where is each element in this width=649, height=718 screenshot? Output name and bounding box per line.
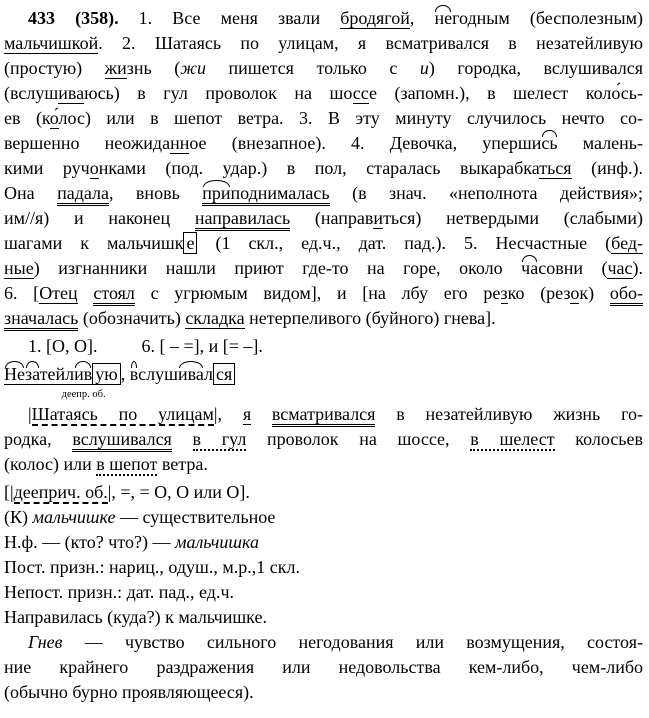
syntax-line-1 [4,389,643,427]
text-segment: в шепот [96,454,158,474]
text-segment: не [434,8,453,28]
text-segment: падала [57,183,109,206]
text-segment: . 2. Шатаясь по улицам, я всматривался в незатейливую [98,33,643,53]
text-segment: малень- [557,133,643,153]
text-segment: мальчишкой [4,33,99,53]
text-segment: дееприч. об. [13,482,108,502]
text-segment: (1 скл., ед.ч., дат. пад.). 5. Несчастные ( [197,233,612,253]
exercise-line-9 [4,206,643,231]
annotation-label: деепр. об. [61,389,106,400]
text-segment: в гул [192,429,247,449]
text-segment: , [409,8,435,28]
text-segment: Отец [39,283,78,303]
text-segment: , [120,364,130,384]
text-segment: значалась [4,308,78,331]
text-segment: сь [541,133,558,153]
text-segment: бродягой [340,8,410,28]
text-segment: ив [74,364,93,384]
text-segment: и [419,58,429,78]
text-segment: | [28,404,32,424]
text-segment: (обозначить) [78,308,186,328]
morphology-line-5 [4,605,643,630]
exercise-line-4 [4,81,643,106]
exercise-number: 433 (358). [28,8,119,28]
scheme-1: 1. [О, О]. [28,336,98,356]
exercise-line-10 [4,231,643,256]
text-segment: им//я) и наконец [4,208,195,228]
exercise-line-11 [4,256,643,281]
text-segment: ива [58,83,85,103]
text-segment: проволок на шоссе, [246,429,471,449]
text-segment: я [242,404,252,424]
text-segment: лос) или в шепот ветра. 3. В эту минуту случилось нечто со- [58,108,643,128]
morpheme-analysis [4,362,643,387]
text-segment: (К) [4,507,33,527]
morphology-line-3 [4,555,643,580]
definition-line-3 [4,680,643,705]
text-segment: годным (бесполезным) [452,8,643,28]
text-segment: обо- [610,283,643,306]
text-segment: о [89,158,99,178]
text-segment: мальчишка [174,532,259,552]
text-segment: л [204,364,213,384]
text-segment: ветра. [157,454,208,474]
text-segment: ться) нетвердыми (слабыми) [383,208,644,228]
text-segment: Направилась (куда?) к мальчишке. [4,607,267,627]
text-segment: шагами к мальчишк [4,233,184,253]
text-segment [78,283,94,303]
text-segment: |, [213,404,243,424]
definition-line-1 [4,630,643,655]
text-segment: поднималась [231,183,330,206]
text-segment: час [607,258,633,278]
exercise-line-8 [4,181,643,206]
exercise-line-6 [4,131,643,156]
text-segment: , вновь [108,183,203,203]
text-segment: — чувство сильного негодования или возмущения, состоя- [62,632,643,652]
text-segment: о [570,283,580,303]
text-segment: Она [4,183,58,203]
text-segment: и [373,208,384,228]
text-segment: о́ [49,108,59,128]
exercise-line-12 [4,281,643,306]
text-segment [172,429,193,449]
text-segment: ко (рез [507,283,571,303]
morphology-line-4 [4,580,643,605]
morphology-line-1 [4,505,643,530]
text-segment: (простую) [4,58,105,78]
text-segment: нн [170,133,190,153]
text-segment: знь ( [126,58,181,78]
text-segment: складка [185,308,245,328]
participial-phrase: Шатаясь по улицам деепр. об. [31,389,214,424]
syntax-line-2 [4,427,643,452]
definition-line-2 [4,655,643,680]
text-segment: колосьев [554,429,644,449]
text-segment: всматривался [272,404,376,427]
text-segment: направилась [195,208,290,231]
text-segment: тейл [39,364,75,384]
text-segment: к) [579,283,610,303]
text-segment: с угрюмым видом], и [на лбу его ре [134,283,501,303]
sentence-schemes [4,334,643,359]
text-segment: нками (под. удар.) в пол, старалась выкарабка [98,158,540,178]
text-segment: ться [539,158,572,178]
text-segment: ) городка, вслушивался [428,58,643,78]
exercise-line-5 [4,106,643,131]
text-segment: — существительное [115,507,276,527]
text-segment: Н.ф. — (кто? что?) — [4,532,175,552]
text-segment: (вслуш [4,83,59,103]
exercise-line-7 [4,156,643,181]
exercise-line-3 [4,56,643,81]
text-segment: [| [4,482,14,502]
text-segment: ое (внезапное). 4. Девочка, уперши [189,133,542,153]
text-segment: ива [177,364,205,384]
text-segment: стоял [93,283,135,306]
text-segment: при [202,183,230,206]
exercise-line-2 [4,31,643,56]
defined-word: Гнев [28,632,63,652]
text-segment: |, =, = О, О или О]. [107,482,250,502]
text-segment: юсь) в гул проволок на шо [84,83,353,103]
text-segment: ся [213,363,235,385]
text-segment: ние крайнего раздражения или недовольства кем-либо, чем-либо [4,657,643,677]
text-segment: е [183,232,197,254]
text-segment: в незатейливую жизнь го- [375,404,643,424]
text-segment: (направ [290,208,374,228]
text-segment: Не [4,364,25,384]
text-segment: ные [4,258,34,278]
text-segment: 6. [ [4,283,40,303]
morphology-line-2 [4,530,643,555]
text-segment: пишется только с [205,58,420,78]
text-segment: кими руч [4,158,90,178]
text-segment: ев (к [4,108,50,128]
text-segment: совни ( [538,258,608,278]
text-segment: родка, [4,429,73,449]
text-segment: слуш [138,364,178,384]
text-segment: вершенно неожида [4,133,171,153]
text-segment: бед- [611,233,643,253]
syntax-scheme [4,480,643,505]
text-segment: в [129,364,139,384]
text-segment: ча [521,258,539,278]
text-segment: в шелест [470,429,555,449]
text-segment: жи [104,58,127,78]
text-segment: нетерпеливого (буйного) гнева]. [244,308,496,328]
text-segment: Пост. призн.: нариц., одуш., м.р.,1 скл. [4,557,300,577]
exercise-line-13 [4,306,643,331]
text-segment: е (запомн.), в шелест коло́сь- [368,83,643,103]
text-segment: вслушивался [72,429,172,452]
exercise-line-1 [4,6,643,31]
scheme-6: 6. [ – =], и [= –]. [141,336,263,356]
text-segment: сс [352,83,369,103]
text-segment: (в знач. «неполнота действия»; [329,183,644,203]
text-segment: за [25,364,40,384]
text-segment: (инф.). [571,158,643,178]
text-segment: Непост. призн.: дат. пад., ед.ч. [4,582,235,602]
text-segment: з [500,283,508,303]
text-segment: 1. Все меня звали [118,8,341,28]
text-segment [251,404,272,424]
text-segment: ). [632,258,643,278]
text-segment: ) изгнанники нашли приют где-то на горе, около [33,258,522,278]
text-segment: ую [92,363,120,385]
text-segment: мальчишке [32,507,116,527]
text-segment: (обычно бурно проявляющееся). [4,682,254,702]
text-segment: жи [180,58,206,78]
text-segment: (колос) или [4,454,97,474]
syntax-line-3 [4,452,643,477]
